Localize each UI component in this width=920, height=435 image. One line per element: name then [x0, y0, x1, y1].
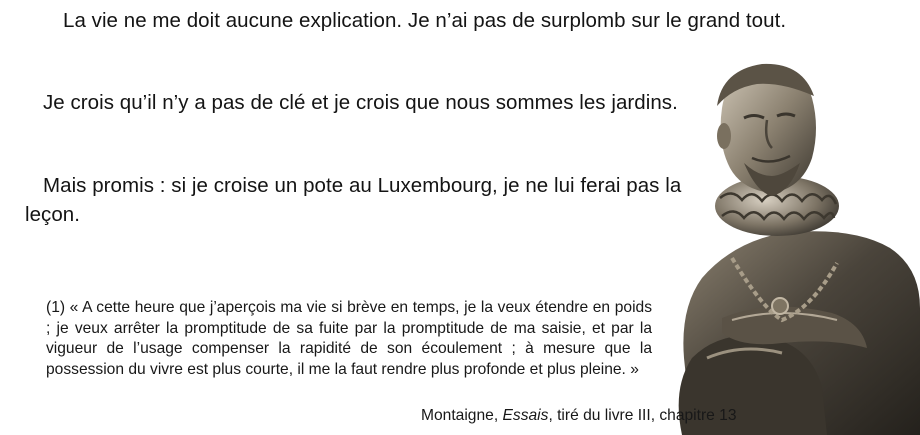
attribution-author: Montaigne, — [421, 407, 503, 424]
paragraph-2 — [25, 88, 715, 117]
paragraph-1-text: La vie ne me doit aucune explication. Je n’ai pas de surplomb sur le grand tout. — [63, 9, 787, 32]
attribution-source: , tiré du livre III, chapitre 13 — [548, 407, 737, 424]
montaigne-statue-image — [662, 58, 920, 435]
footnote-attribution — [421, 406, 737, 426]
paragraph-2-text: Je crois qu’il n’y a pas de clé et je crois que nous sommes les jardins. — [43, 91, 678, 114]
paragraph-3-text: Mais promis : si je croise un pote au Luxembourg, je ne lui ferai pas la leçon. — [25, 174, 682, 226]
paragraph-3 — [25, 171, 715, 229]
footnote-quote: (1) « A cette heure que j’aperçois ma vie si brève en temps, je la veux étendre en poids ; je veux arrêter la promptitude de sa fuite par la promptitude de ma saisie, et par la vigueur de l’usage compenser la rapidité de son écoulement ; à mesure que la possession du vivre est plus courte, il me la faut rendre plus profonde et plus pleine. » — [46, 299, 652, 378]
paragraph-1 — [25, 6, 795, 35]
attribution-work: Essais — [502, 407, 549, 424]
